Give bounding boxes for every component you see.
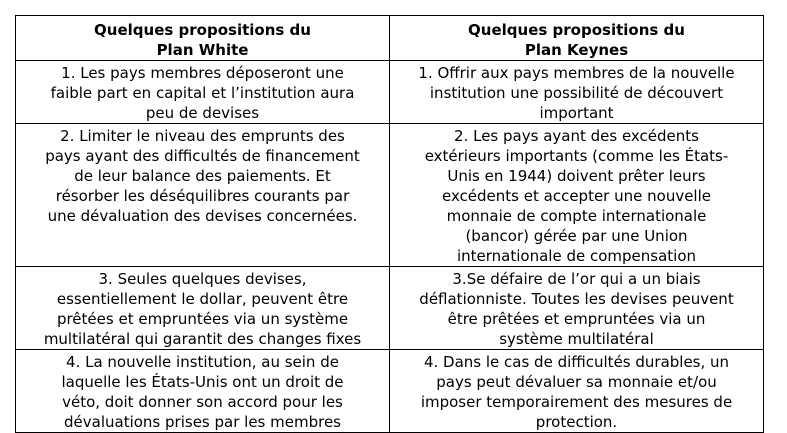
cell-line: important (539, 104, 614, 122)
document (15, 15, 764, 433)
header-line: Quelques propositions du (94, 21, 311, 39)
cell-line: déflationniste. Toutes les devises peuvent (419, 290, 734, 308)
table-row (16, 350, 764, 433)
cell-line: 4. Dans le cas de difficultés durables, un (423, 353, 730, 371)
table-header-row (16, 16, 764, 61)
white-proposal-2 (16, 124, 390, 267)
cell-line: protection. (535, 413, 618, 431)
cell-line: institution une possibilité de découvert (429, 84, 724, 102)
cell-line: essentiellement le dollar, peuvent être (56, 290, 349, 308)
cell-line: dévaluations prises par les membres (64, 413, 341, 431)
cell-line: 1. Les pays membres déposeront une (61, 64, 344, 82)
cell-line: monnaie de compte internationale (446, 207, 707, 225)
table-row (16, 267, 764, 350)
table-row (16, 124, 764, 267)
cell-line: 3.Se défaire de l’or qui a un biais (452, 270, 701, 288)
header-plan-keynes (390, 16, 764, 61)
cell-line: 1. Offrir aux pays membres de la nouvelle (418, 64, 735, 82)
cell-line: faible part en capital et l’institution aura (50, 84, 355, 102)
cell-line: véto, doit donner son accord pour les (62, 393, 343, 411)
cell-line: laquelle les États-Unis ont un droit de (61, 373, 344, 391)
comparison-table (15, 15, 764, 433)
table-row (16, 61, 764, 124)
cell-line: imposer temporairement des mesures de (420, 393, 733, 411)
cell-line: peu de devises (145, 104, 260, 122)
cell-line: Unis en 1944) doivent prêter leurs (447, 167, 706, 185)
cell-line: multilatéral qui garantit des changes fixes (43, 330, 362, 348)
cell-line: être prêtées et empruntées via un (447, 310, 706, 328)
cell-line: 2. Limiter le niveau des emprunts des (60, 127, 345, 145)
cell-line: une dévaluation des devises concernées. (47, 207, 358, 225)
cell-line: prêtées et empruntées via un système (56, 310, 349, 328)
cell-line: 2. Les pays ayant des excédents (454, 127, 699, 145)
keynes-proposal-2 (390, 124, 764, 267)
cell-line: extérieurs importants (comme les États- (424, 147, 729, 165)
cell-line: 4. La nouvelle institution, au sein de (66, 353, 339, 371)
cell-line: internationale de compensation (456, 247, 697, 265)
keynes-proposal-1 (390, 61, 764, 124)
cell-line: pays ayant des difficultés de financement (45, 147, 360, 165)
cell-line: système multilatéral (499, 330, 654, 348)
cell-line: excédents et accepter une nouvelle (441, 187, 711, 205)
white-proposal-3 (16, 267, 390, 350)
cell-line: (bancor) gérée par une Union (465, 227, 688, 245)
cell-line: résorber les déséquilibres courants par (55, 187, 350, 205)
cell-line: 3. Seules quelques devises, (98, 270, 307, 288)
keynes-proposal-4 (390, 350, 764, 433)
header-line: Plan White (156, 41, 249, 59)
cell-line: pays peut dévaluer sa monnaie et/ou (436, 373, 717, 391)
white-proposal-4 (16, 350, 390, 433)
white-proposal-1 (16, 61, 390, 124)
header-line: Quelques propositions du (468, 21, 685, 39)
header-plan-white (16, 16, 390, 61)
keynes-proposal-3 (390, 267, 764, 350)
cell-line: de leur balance des paiements. Et (74, 167, 331, 185)
header-line: Plan Keynes (524, 41, 629, 59)
